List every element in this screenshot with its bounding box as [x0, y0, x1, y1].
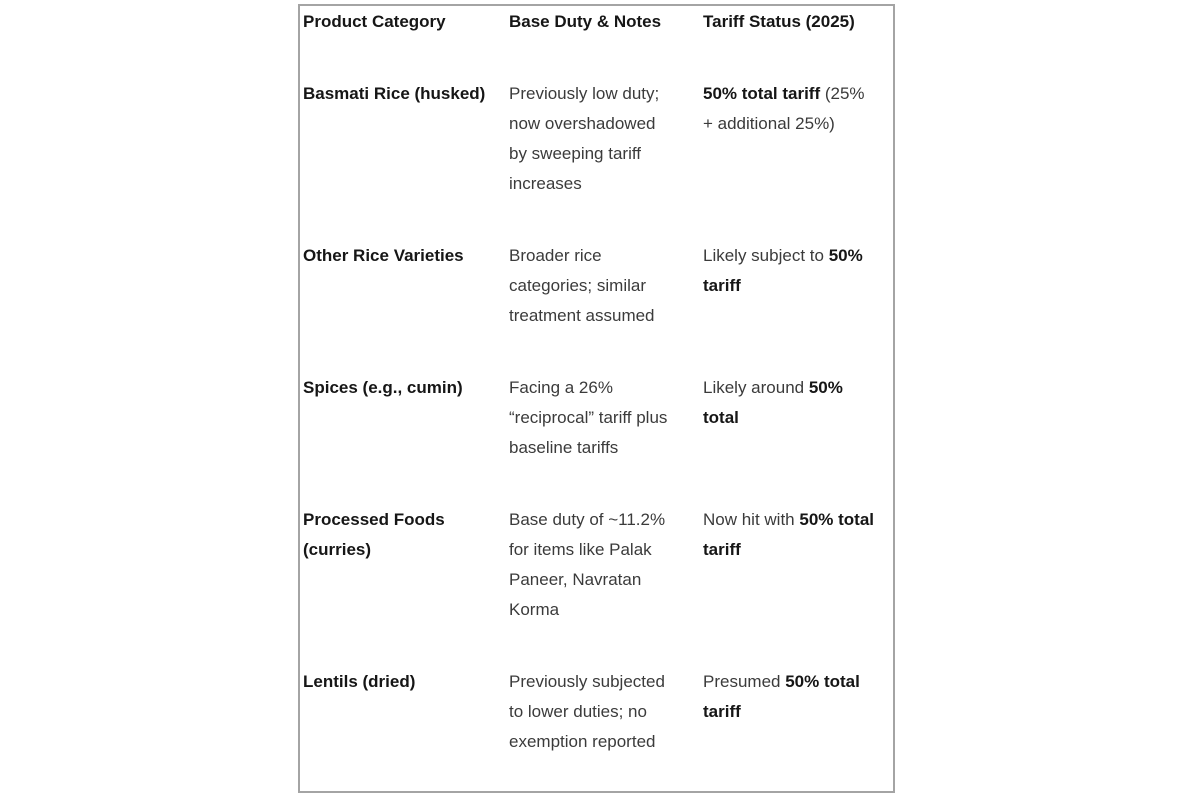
status-cell: [700, 372, 893, 504]
notes-cell: Base duty of ~11.2% for items like Palak Paneer, Navratan Korma: [509, 510, 666, 619]
status-segment: 50% total tariff: [703, 672, 860, 721]
status-segment: 50% tariff: [703, 246, 863, 295]
notes-cell: Broader rice categories; similar treatment assumed: [509, 246, 655, 325]
status-segment: (25% + additional 25%): [703, 84, 865, 133]
category-cell: Processed Foods (curries): [303, 510, 445, 559]
status-segment: 50% total: [703, 378, 843, 427]
table-row: [300, 78, 893, 240]
category-cell: Lentils (dried): [303, 672, 416, 691]
notes-cell: Previously low duty; now overshadowed by sweeping tariff increases: [509, 84, 660, 193]
column-header-base-duty: Base Duty & Notes: [509, 12, 662, 31]
category-cell: Spices (e.g., cumin): [303, 378, 463, 397]
table-row: [300, 372, 893, 504]
status-segment: Likely around: [703, 378, 809, 397]
category-cell: Other Rice Varieties: [303, 246, 464, 265]
table-row: [300, 240, 893, 372]
status-cell: [700, 240, 893, 372]
status-segment: Likely subject to: [703, 246, 829, 265]
notes-cell: Facing a 26% “reciprocal” tariff plus baseline tariffs: [509, 378, 668, 457]
status-cell: [700, 666, 893, 791]
category-cell: Basmati Rice (husked): [303, 84, 486, 103]
column-header-tariff-status: Tariff Status (2025): [703, 12, 855, 31]
notes-cell: Previously subjected to lower duties; no exemption reported: [509, 672, 665, 751]
tariff-table: [298, 4, 895, 793]
table-row: [300, 504, 893, 666]
table-header-row: [300, 6, 893, 78]
status-cell: [700, 78, 893, 240]
status-segment: 50% total tariff: [703, 510, 875, 559]
column-header-product-category: Product Category: [303, 12, 446, 31]
status-segment: 50% total tariff: [703, 84, 821, 103]
status-cell: [700, 504, 893, 666]
status-segment: Now hit with: [703, 510, 800, 529]
status-segment: Presumed: [703, 672, 786, 691]
table-row: [300, 666, 893, 791]
